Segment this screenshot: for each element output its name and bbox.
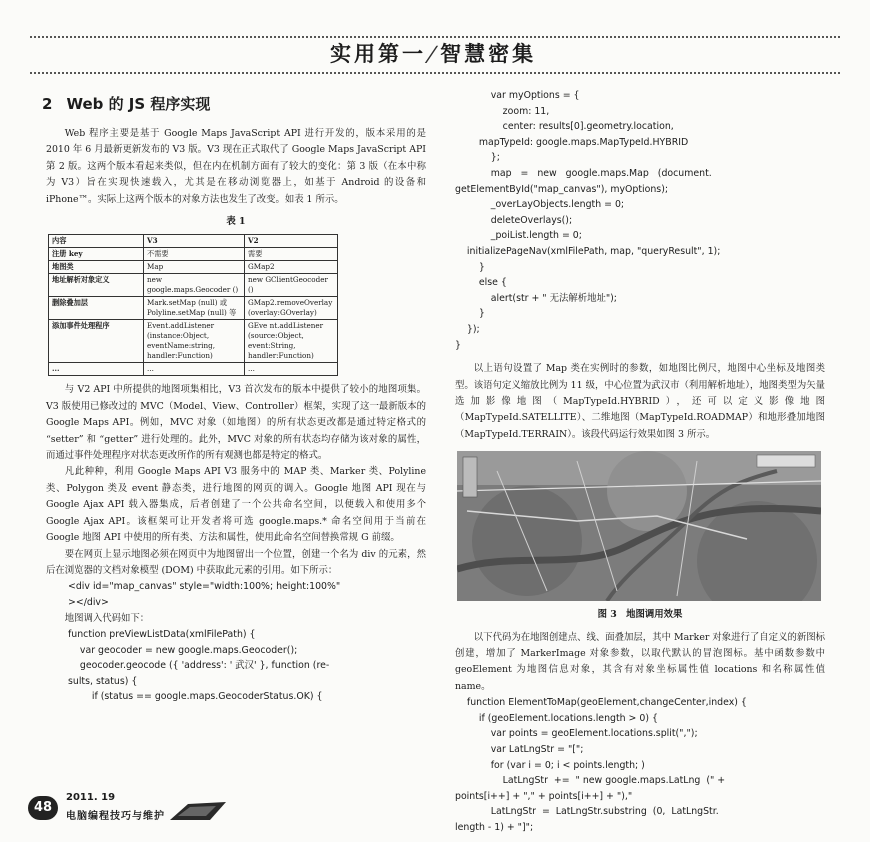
header-rule-bottom <box>30 72 840 74</box>
code-block-preview: function preViewListData(xmlFilePath) { var geocoder = new google.maps.Geocoder(); geocoder.geocode ({ 'address': ' 武汉' }, function (re- sults, status) { if (status == google.maps.GeocoderStatus.OK) { <box>68 628 330 703</box>
left-paragraph-4: 要在网页上显示地图必须在网页中为地图留出一个位置，创建一个名为 div 的元素，然后在浏览器的文档对象模型 (DOM) 中获取此元素的引用。如下所示： <box>46 548 426 576</box>
page-footer <box>28 790 328 830</box>
magazine-name: 电脑编程技巧与维护 <box>66 811 165 822</box>
left-paragraph-5: 地图调入代码如下： <box>64 612 150 624</box>
table-cell: 地址解析对象定义 <box>49 274 144 297</box>
table-cell: ... <box>245 363 338 376</box>
table-cell: GEve nt.addListener (source:Object, event:String, handler:Function) <box>245 320 338 363</box>
table-cell: GMap2 <box>245 261 338 274</box>
table-cell: Mark.setMap (null) 或 Polyline.setMap (null) 等 <box>144 297 245 320</box>
table-cell: V3 <box>144 235 245 248</box>
table-row <box>49 297 338 320</box>
header-title-right: 智慧密集 <box>440 42 537 66</box>
table-row <box>49 248 338 261</box>
table-cell: 地图类 <box>49 261 144 274</box>
code-block-element-to-map: function ElementToMap(geoElement,changeCenter,index) { if (geoElement.locations.length > 0) { var points = geoElement.locations.split(","); var LatLngStr = "["; for (var i = 0; i < points.length; ) LatLngStr += " new google.maps.LatLng (" + points[i++] + "," + points[i++] + ")," LatLngStr = LatLngStr.substring (0, LatLngStr. length - 1) + "]"; <box>455 697 747 833</box>
table-header-row <box>49 235 338 248</box>
left-paragraph-3: 凡此种种，利用 Google Maps API V3 服务中的 MAP 类、Marker 类、Polyline 类、Polygon 类及 event 静态类，进行地图的网页的调入。Google 地图 API 现在与 Google Ajax API 载入器集成，后者创建了一个公共命名空间，以便载入和使用多个 Google Ajax API。该框架可让开发者将可选 google.maps.* 命名空间用于当前在 Google 地图 API 中使用的所有类、方法和属性，使用此命名空间替换常规 G 前缀。 <box>46 466 426 544</box>
table-cell: 注册 key <box>49 248 144 261</box>
comparison-table <box>48 234 338 376</box>
table-cell: ... <box>144 363 245 376</box>
code-block-map-options: var myOptions = { zoom: 11, center: results[0].geometry.location, mapTypeId: google.maps.MapTypeId.HYBRID }; map = new google.maps.Map (document. getElementById("map_canvas"), myOptions); _overLayObjects.length = 0; deleteOverlays(); _poiList.length = 0; initializePageNav(xmlFilePath, map, "queryResult", 1); } else { alert(str + " 无法解析地址"); } }); } <box>455 90 721 351</box>
table-cell: 不需要 <box>144 248 245 261</box>
header-title-left: 实用第一 <box>330 42 426 66</box>
table-cell: V2 <box>245 235 338 248</box>
table-row <box>49 320 338 363</box>
map-image <box>457 451 821 601</box>
page-number: 48 <box>28 796 58 820</box>
table-cell: new google.maps.Geocoder () <box>144 274 245 297</box>
table-cell: new GClientGeocoder () <box>245 274 338 297</box>
table-row <box>49 363 338 376</box>
table-cell: 需要 <box>245 248 338 261</box>
header-slash-icon: / <box>423 42 443 66</box>
table-row <box>49 274 338 297</box>
right-paragraph-1: 以上语句设置了 Map 类在实例时的参数，如地图比例尺，地图中心坐标及地图类型。该语句定义缩放比例为 11 级，中心位置为武汉市（利用解析地址），地图类型为矢量选加影像地图（MapTypeId.HYBRID），还可以定义影像地图（MapTypeId.SATELLITE）、二维地图（MapTypeId.ROADMAP）和地形叠加地图（MapTypeId.TERRAIN）。该段代码运行效果如图 3 所示。 <box>455 363 825 440</box>
left-paragraph-2: 与 V2 API 中所提供的地图项集相比，V3 首次发布的版本中提供了较小的地图项集。V3 版使用已修改过的 MVC（Model、View、Controller）框架，实现了这一最新版本的 Google Maps API。例如，MVC 对象（如地图）的所有状态更改都是通过特定格式的 “setter” 和 “getter” 进行处理的。此外，MVC 对象的所有状态均存储为该对象的属性，而通过事件处理程序对状态更改所作的所有观测也都是特定的格式。 <box>46 384 426 462</box>
header-title <box>330 38 560 68</box>
table-caption: 表 1 <box>226 216 246 228</box>
table-cell: Event.addListener (instance:Object, eventName:string, handler:Function) <box>144 320 245 363</box>
right-paragraph-2: 以下代码为在地图创建点、线、面叠加层，其中 Marker 对象进行了自定义的新图标创建，增加了 MarkerImage 对象参数，以取代默认的冒泡图标。基中函数参数中 geoElement 为地图信息对象，其含有对象坐标属性值 locations 和名称属性值 name。 <box>455 631 825 692</box>
table-cell: 删除叠加层 <box>49 297 144 320</box>
left-column <box>42 95 426 705</box>
right-column <box>455 88 825 836</box>
code-block-div: <div id="map_canvas" style="width:100%; height:100%" ></div> <box>68 581 341 608</box>
keyboard-decoration-icon <box>168 798 228 824</box>
table-cell: 内容 <box>49 235 144 248</box>
figure-caption: 图 3 地图调用效果 <box>597 609 683 621</box>
table-cell: ... <box>49 363 144 376</box>
table-cell: 添加事件处理程序 <box>49 320 144 363</box>
table-cell: Map <box>144 261 245 274</box>
table-row <box>49 261 338 274</box>
left-paragraph-1: Web 程序主要是基于 Google Maps JavaScript API 进行开发的，版本采用的是 2010 年 6 月最新更新发布的 V3 版。V3 现在正式取代了 Google Maps JavaScript API 第 2 版。这两个版本看起来类似，但在内在机制方面有了较大的变化：第 3 版（在本中称为 V3）旨在实现快速载入，尤其是在移动浏览器上，如基于 Android 的设备和 iPhone™。实际上这两个版本的对象方法也发生了改变。如表 1 所示。 <box>46 128 426 205</box>
section-title: Web 的 JS 程序实现 <box>66 95 211 113</box>
section-number: 2 <box>42 95 53 113</box>
map-figure <box>457 451 821 601</box>
issue-label: 2011. 19 <box>66 792 116 803</box>
table-cell: GMap2.removeOverlay (overlay:GOverlay) <box>245 297 338 320</box>
section-heading <box>42 96 426 116</box>
